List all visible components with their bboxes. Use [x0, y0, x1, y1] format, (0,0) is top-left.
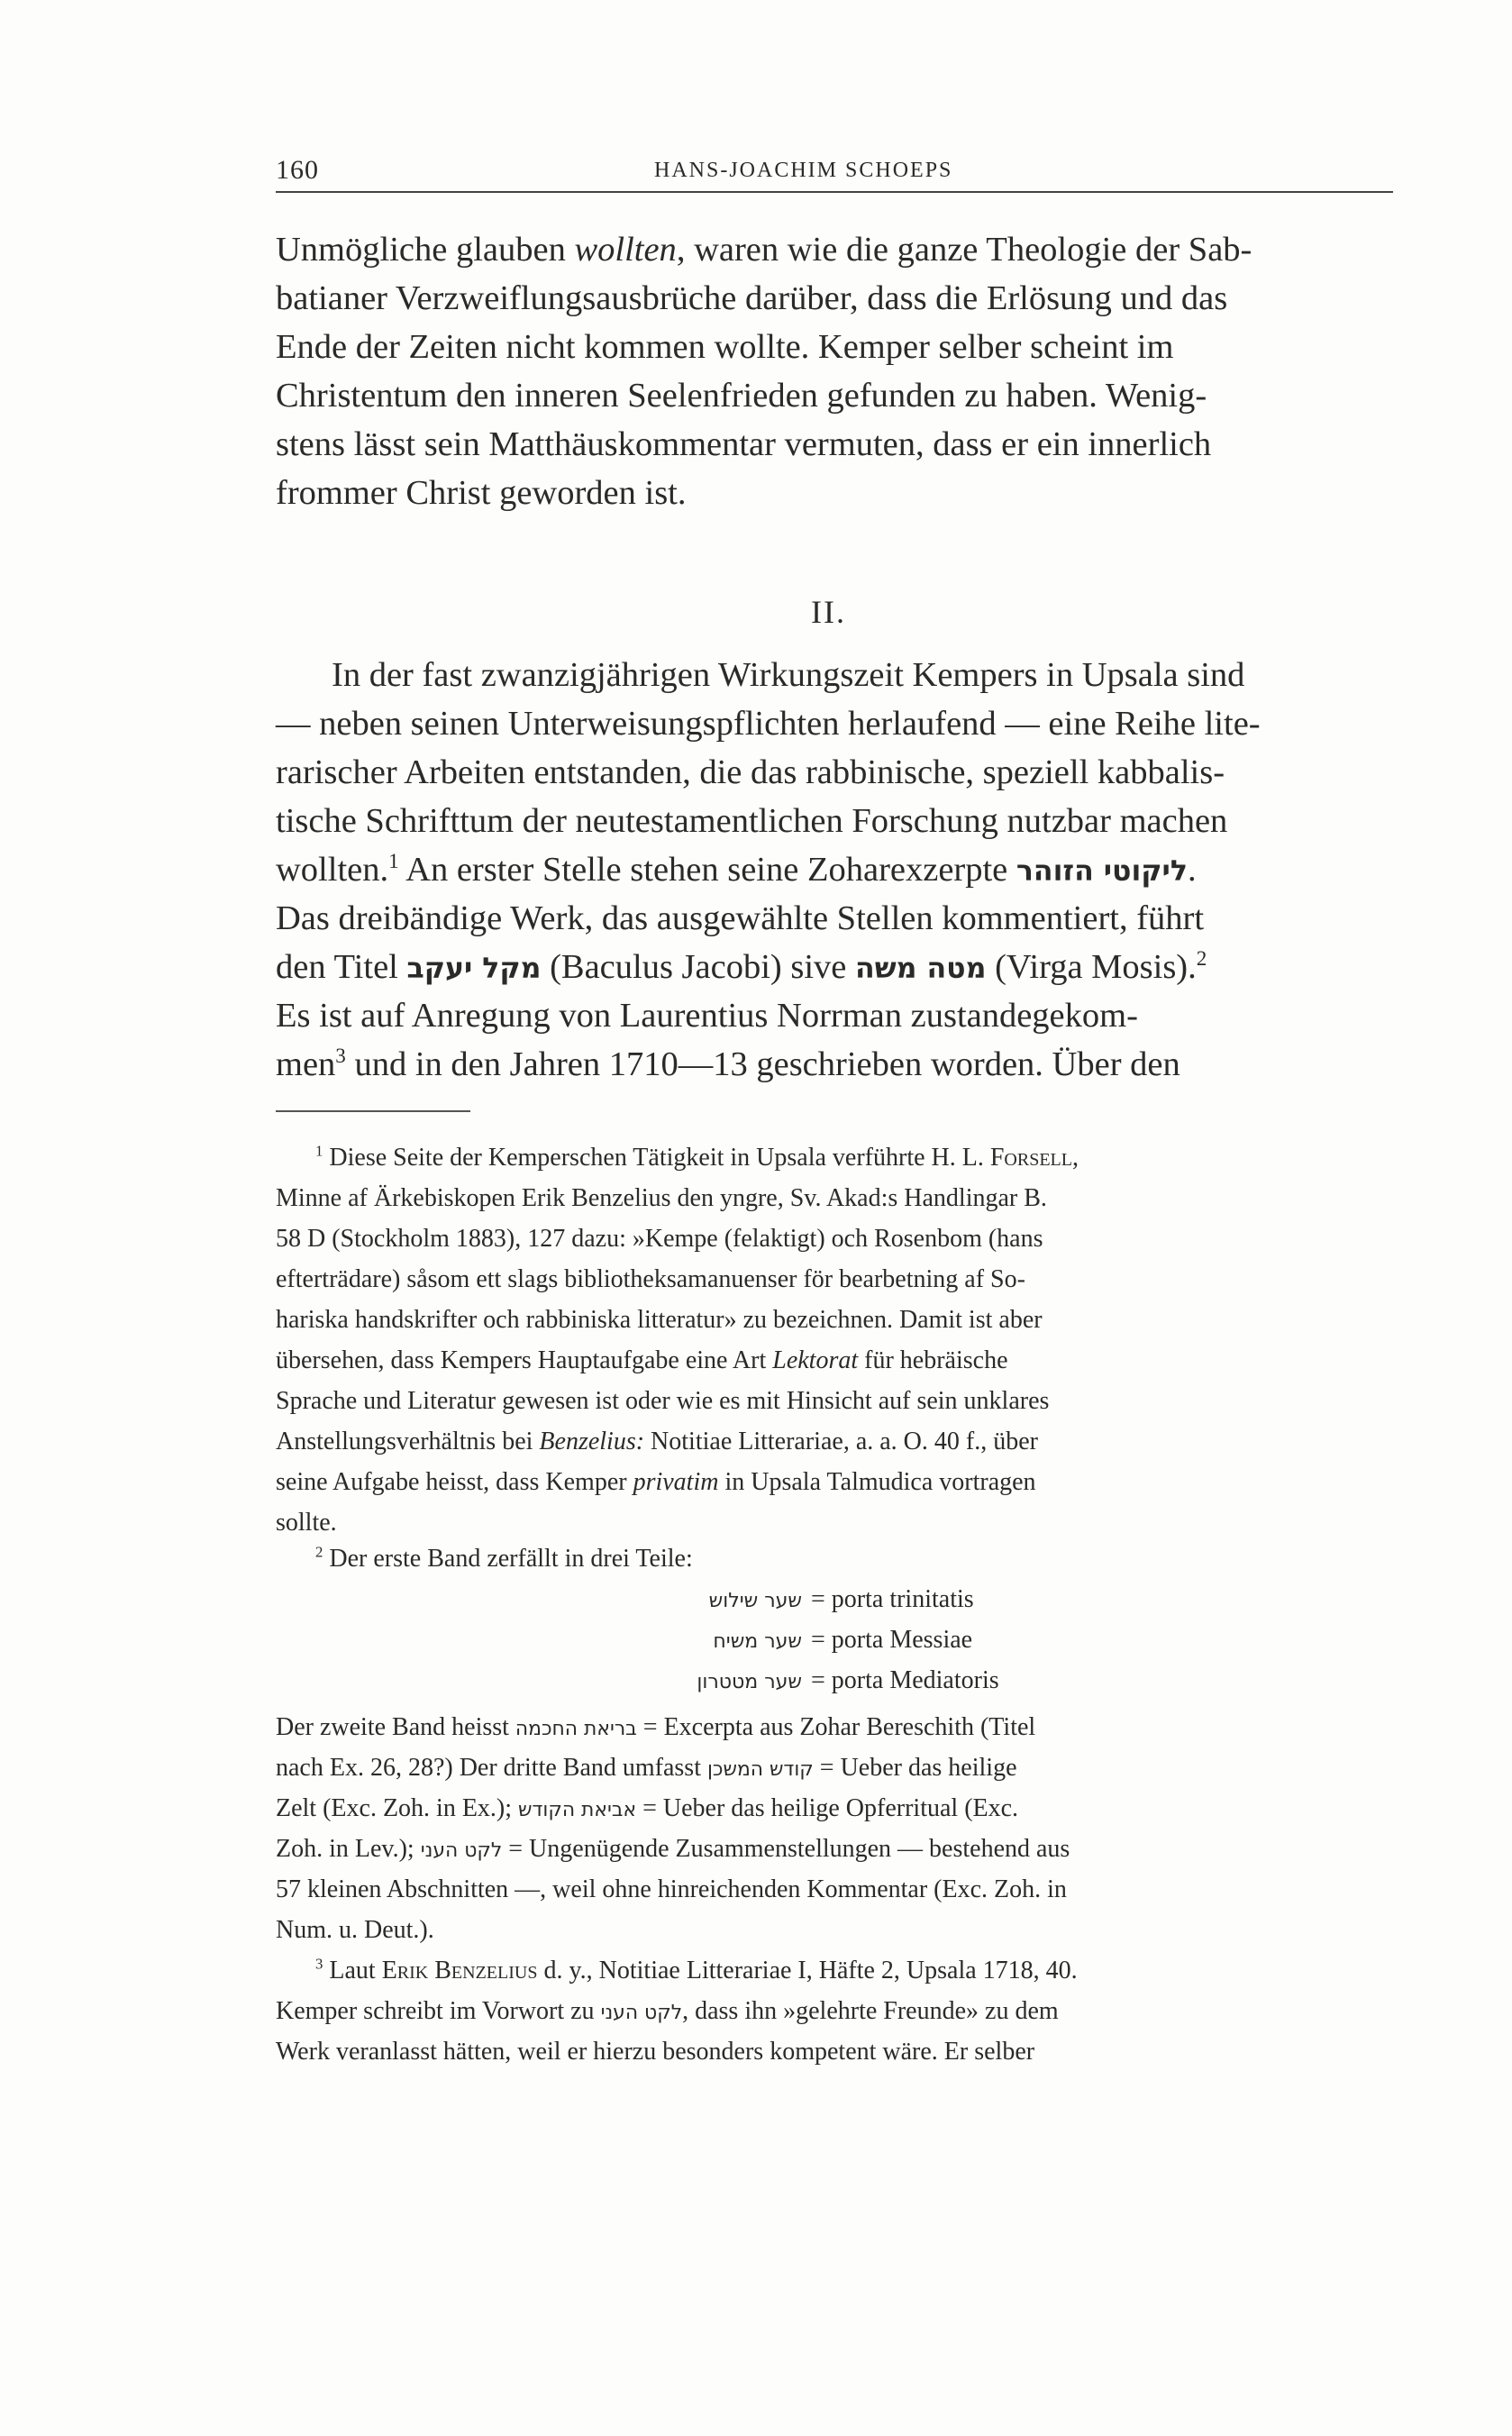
running-head: HANS-JOACHIM SCHOEPS: [654, 159, 953, 182]
text-line: Der zweite Band heisst בריאת החכמה = Excerpta aus Zohar Bereschith (Titel: [276, 1713, 1036, 1741]
text-line: Zelt (Exc. Zoh. in Ex.); אביאת הקודש = Ueber das heilige Opferritual (Exc.: [276, 1794, 1019, 1822]
hebrew-term: שער מטטרון: [697, 1671, 802, 1693]
hebrew-term: שער שילוש: [708, 1590, 802, 1612]
text-line: 57 kleinen Abschnitten —, weil ohne hinreichenden Kommentar (Exc. Zoh. in: [276, 1875, 1067, 1903]
text-line: efterträdare) såsom ett slags bibliotheksamanuenser för bearbetning af So-: [276, 1265, 1025, 1293]
text-line: Kemper schreibt im Vorwort zu לקט העני, dass ihn »gelehrte Freunde» zu dem: [276, 1997, 1059, 2025]
text-line: tische Schrifttum der neutestamentlichen Forschung nutzbar machen: [276, 802, 1228, 840]
footnote-3: [276, 1950, 1393, 2072]
page-number: 160: [276, 155, 319, 185]
section-heading: II.: [811, 594, 846, 630]
text-line: sollte.: [276, 1509, 337, 1537]
text-line: hariska handskrifter och rabbiniska litteratur» zu bezeichnen. Damit ist aber: [276, 1306, 1043, 1334]
hebrew-term: קודש המשכן: [706, 1758, 814, 1781]
latin-term: = porta trinitatis: [811, 1585, 974, 1613]
text-line: rarischer Arbeiten entstanden, die das rabbinische, speziell kabbalis-: [276, 753, 1225, 791]
text-line: batianer Verzweiflungsausbrüche darüber, dass die Erlösung und das: [276, 279, 1228, 317]
latin-term: = porta Mediatoris: [811, 1666, 999, 1694]
text-line: frommer Christ geworden ist.: [276, 474, 687, 512]
text-line: Es ist auf Anregung von Laurentius Norrman zustandegekom-: [276, 997, 1138, 1035]
footnote-1: [276, 1137, 1393, 1543]
text-line: den Titel מקל יעקב (Baculus Jacobi) sive מטה משה (Virga Mosis).$^2$: [276, 946, 1207, 986]
text-line: Anstellungsverhältnis bei Benzelius: Notitiae Litterariae, a. a. O. 40 f., über: [276, 1428, 1038, 1455]
text-line: wollten.$^1$ An erster Stelle stehen seine Zoharexzerpte ליקוטי הזוהר.: [276, 849, 1197, 889]
text-line: $^3$ Laut Erik Benzelius d. y., Notitiae Litterariae I, Häfte 2, Upsala 1718, 40.: [315, 1955, 1078, 1984]
footnote-number: 3: [315, 1955, 323, 1973]
footnote-rule: [276, 1110, 470, 1112]
text-line: men$^3$ und in den Jahren 1710—13 geschrieben worden. Über den: [276, 1044, 1180, 1083]
footnote-ref-2[interactable]: 2: [1196, 946, 1207, 971]
text-line: In der fast zwanzigjährigen Wirkungszeit Kempers in Upsala sind: [332, 656, 1245, 694]
hebrew-term: לקט העני: [420, 1839, 503, 1862]
list-item: [622, 1579, 1126, 1619]
hebrew-term: אביאת הקודש: [518, 1799, 637, 1821]
footnote-2-intro: [276, 1538, 1393, 1579]
text-line: nach Ex. 26, 28?) Der dritte Band umfasst קודש המשכן = Ueber das heilige: [276, 1754, 1017, 1782]
footnote-number: 1: [315, 1142, 323, 1160]
footnote-2-parts-list: [622, 1579, 1126, 1701]
text-line: Zoh. in Lev.); לקט העני = Ungenügende Zusammenstellungen — bestehend aus: [276, 1835, 1070, 1863]
footnote-ref-3[interactable]: 3: [335, 1044, 346, 1068]
hebrew-term: לקט העני: [600, 2002, 683, 2024]
hebrew-title-likkutei-hazohar: ליקוטי הזוהר: [1016, 855, 1188, 888]
footnote-2: [276, 1707, 1393, 1950]
footnote-ref-1[interactable]: 1: [388, 849, 399, 873]
text-line: 58 D (Stockholm 1883), 127 dazu: »Kempe (felaktigt) och Rosenbom (hans: [276, 1225, 1043, 1253]
text-line: Num. u. Deut.).: [276, 1916, 434, 1944]
list-item: [622, 1660, 1126, 1701]
text-line: $^2$ Der erste Band zerfällt in drei Teile:: [315, 1543, 693, 1573]
latin-term: = porta Messiae: [811, 1626, 973, 1654]
paragraph-2: [276, 651, 1393, 1089]
list-item: [622, 1619, 1126, 1660]
paragraph-1: [276, 225, 1393, 517]
text-line: $^1$ Diese Seite der Kemperschen Tätigkeit in Upsala verführte H. L. Forsell,: [315, 1142, 1079, 1172]
text-line: Minne af Ärkebiskopen Erik Benzelius den yngre, Sv. Akad:s Handlingar B.: [276, 1184, 1047, 1212]
hebrew-title-mateh-moshe: מטה משה: [855, 953, 987, 985]
text-line: seine Aufgabe heisst, dass Kemper privatim in Upsala Talmudica vortragen: [276, 1468, 1036, 1496]
footnote-number: 2: [315, 1543, 323, 1561]
text-line: stens lässt sein Matthäuskommentar vermuten, dass er ein innerlich: [276, 425, 1212, 463]
text-segment: Unmögliche glauben wollten, waren wie die ganze Theologie der Sab-: [276, 231, 1252, 269]
text-line: Ende der Zeiten nicht kommen wollte. Kemper selber scheint im: [276, 328, 1174, 366]
text-line: Christentum den inneren Seelenfrieden gefunden zu haben. Wenig-: [276, 377, 1207, 415]
text-line: [276, 225, 1393, 274]
hebrew-title-makel-yaakov: מקל יעקב: [406, 953, 542, 985]
text-line: — neben seinen Unterweisungspflichten herlaufend — eine Reihe lite-: [276, 705, 1261, 743]
header-rule: [276, 191, 1393, 193]
text-line: Sprache und Literatur gewesen ist oder wie es mit Hinsicht auf sein unklares: [276, 1387, 1050, 1415]
text-line: Werk veranlasst hätten, weil er hierzu besonders kompetent wäre. Er selber: [276, 2038, 1035, 2066]
text-line: Das dreibändige Werk, das ausgewählte Stellen kommentiert, führt: [276, 899, 1205, 937]
hebrew-term: שער משיח: [713, 1630, 802, 1653]
page-header: [276, 155, 1393, 191]
text-line: übersehen, dass Kempers Hauptaufgabe eine Art Lektorat für hebräische: [276, 1346, 1008, 1374]
hebrew-term: בריאת החכמה: [515, 1718, 637, 1740]
